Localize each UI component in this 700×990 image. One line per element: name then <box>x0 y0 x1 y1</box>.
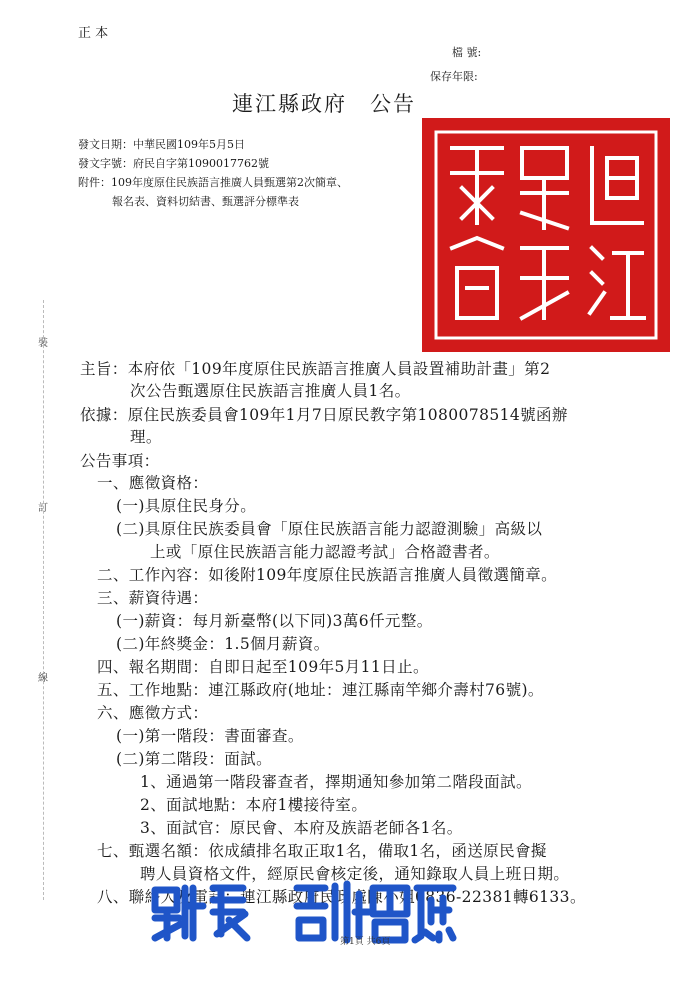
item-7-line-1: 七、甄選名額：依成績排名取正取1名，備取1名，函送原民會擬 <box>97 842 547 860</box>
file-number-label: 檔 號: <box>452 46 482 59</box>
binding-mark-1: 裝 <box>38 338 48 349</box>
binding-mark-3: 線 <box>38 673 48 684</box>
announcement-heading: 公告事項： <box>80 452 160 470</box>
copy-type: 正 本 <box>78 26 109 41</box>
binding-line <box>43 300 44 900</box>
item-8: 八、聯絡人及電話：連江縣政府民政處陳小姐0836-22381轉6133。 <box>97 888 586 906</box>
attachment-line-1: 附件：109年度原住民族語言推廣人員甄選第2次簡章、 <box>78 176 348 189</box>
item-6-sub-2-point-2: 2、面試地點：本府1樓接待室。 <box>140 796 368 814</box>
item-1-sub-1: (一)具原住民身分。 <box>116 497 257 515</box>
document-title: 連江縣政府 公告 <box>232 92 416 116</box>
item-7-line-2: 聘人員資格文件，經原民會核定後，通知錄取人員上班日期。 <box>140 865 570 883</box>
binding-mark-2: 訂 <box>38 503 48 514</box>
item-3-heading: 三、薪資待遇： <box>97 589 209 607</box>
item-6-heading: 六、應徵方式： <box>97 704 209 722</box>
item-1-sub-2-line-2: 上或「原住民族語言能力認證考試」合格證書者。 <box>150 543 500 561</box>
item-6-sub-1: (一)第一階段：書面審查。 <box>116 727 304 745</box>
item-6-sub-2: (二)第二階段：面試。 <box>116 750 272 768</box>
subject-line-1: 主旨：本府依「109年度原住民族語言推廣人員設置補助計畫」第2 <box>80 360 551 378</box>
issue-date: 發文日期：中華民國109年5月5日 <box>78 138 245 151</box>
document-number: 發文字號：府民自字第1090017762號 <box>78 157 269 170</box>
item-1-heading: 一、應徵資格： <box>97 474 209 492</box>
basis-line-2: 理。 <box>130 428 162 446</box>
retention-period-label: 保存年限: <box>430 70 478 83</box>
item-2: 二、工作內容：如後附109年度原住民族語言推廣人員徵選簡章。 <box>97 566 558 584</box>
subject-line-2: 次公告甄選原住民族語言推廣人員1名。 <box>130 382 411 400</box>
item-6-sub-2-point-1: 1、通過第一階段審查者，擇期通知參加第二階段面試。 <box>140 773 532 791</box>
attachment-line-2: 報名表、資料切結書、甄選評分標準表 <box>112 195 299 208</box>
item-4: 四、報名期間：自即日起至109年5月11日止。 <box>97 658 429 676</box>
item-3-sub-2: (二)年終獎金：1.5個月薪資。 <box>116 635 330 653</box>
signature-stamp-image <box>147 876 457 946</box>
basis-line-1: 依據：原住民族委員會109年1月7日原民教字第1080078514號函辦 <box>80 406 568 424</box>
item-1-sub-2-line-1: (二)具原住民族委員會「原住民族語言能力認證測驗」高級以 <box>116 520 543 538</box>
item-3-sub-1: (一)薪資：每月新臺幣(以下同)3萬6仟元整。 <box>116 612 433 630</box>
item-6-sub-2-point-3: 3、面試官：原民會、本府及族語老師各1名。 <box>140 819 463 837</box>
page-number: 第1頁 共6頁 <box>340 937 391 947</box>
official-seal-image <box>422 118 670 352</box>
item-5: 五、工作地點：連江縣政府(地址：連江縣南竿鄉介壽村76號)。 <box>97 681 544 699</box>
